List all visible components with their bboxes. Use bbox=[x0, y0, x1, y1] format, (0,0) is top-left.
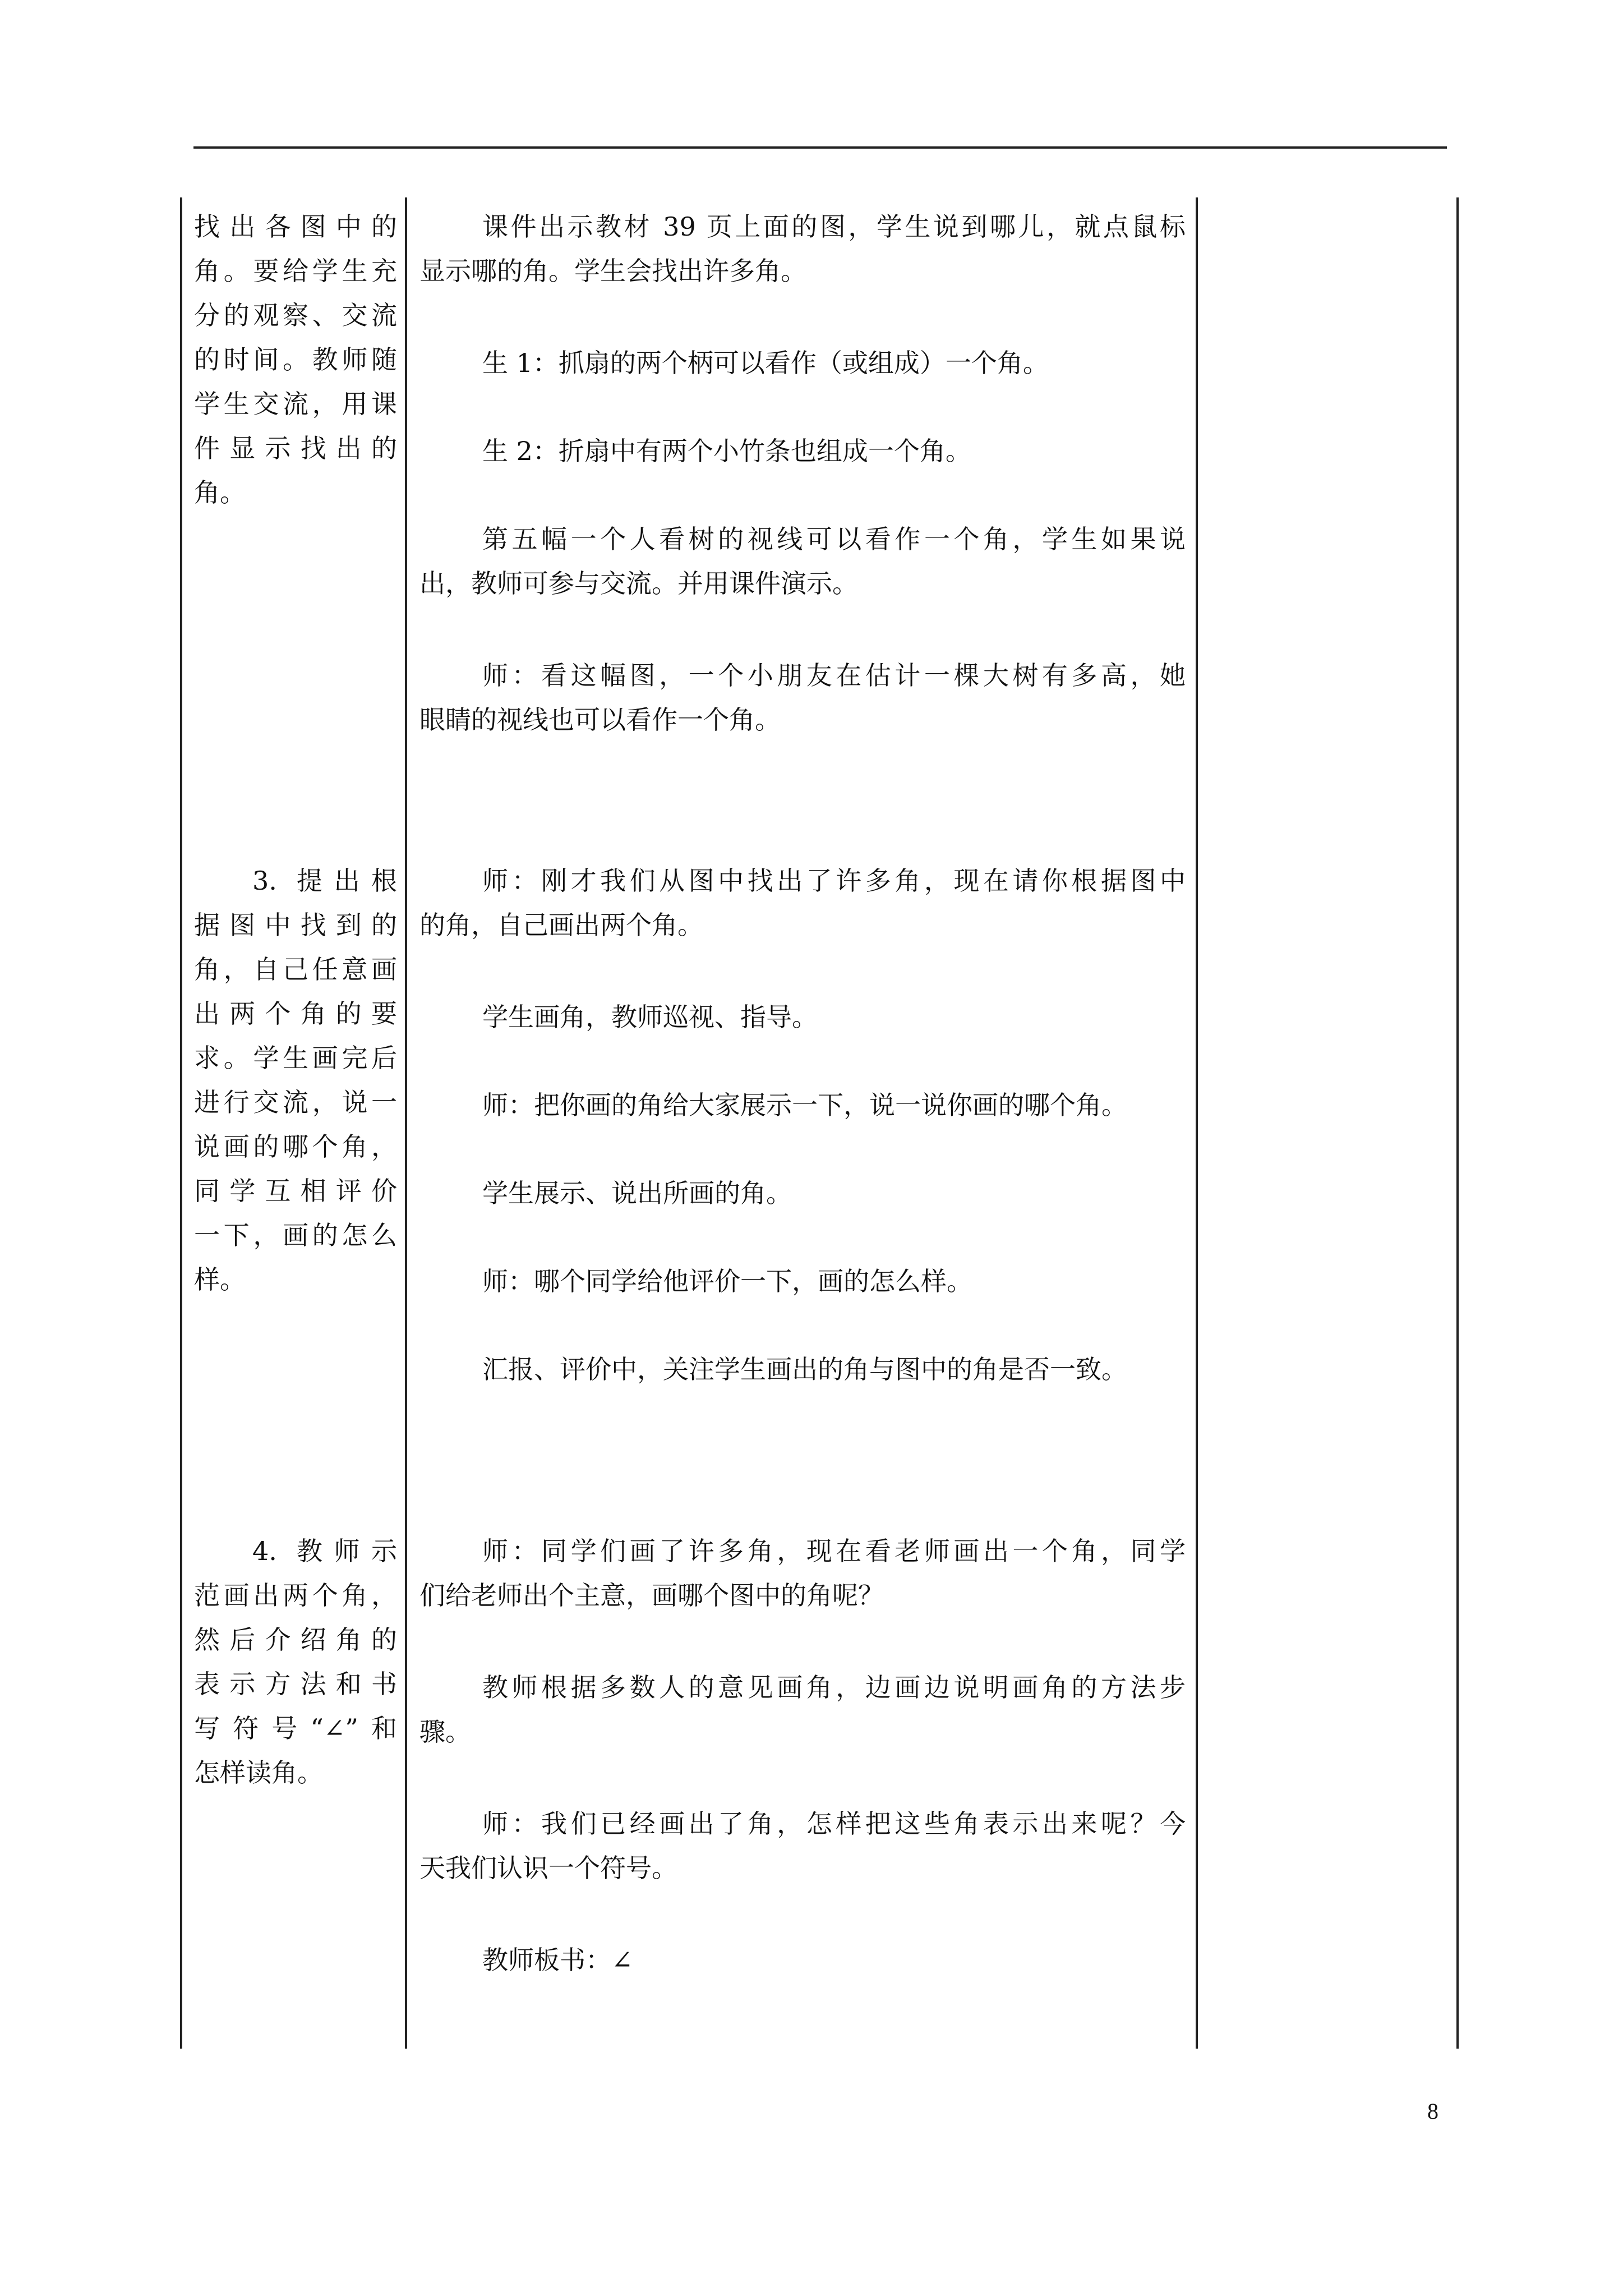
note-line: 4. 教师示 bbox=[252, 1536, 397, 1566]
note-line: 角。 bbox=[194, 477, 246, 508]
note-line: 表示方法和书 bbox=[194, 1669, 397, 1699]
table-border-left bbox=[180, 197, 182, 2049]
paragraph bbox=[419, 1083, 1186, 1128]
paragraph-line: 师：把你画的角给大家展示一下，说一说你画的哪个角。 bbox=[482, 1090, 1127, 1120]
note-line: 出两个角的要 bbox=[194, 999, 397, 1029]
paragraph-line: 们给老师出个主意，画哪个图中的角呢？ bbox=[419, 1580, 884, 1611]
note-line: 范画出两个角， bbox=[194, 1580, 397, 1611]
table-divider-2 bbox=[1196, 197, 1198, 2049]
design-note-3 bbox=[194, 859, 397, 1302]
paragraph bbox=[419, 1259, 1186, 1304]
paragraph-line: 师：同学们画了许多角，现在看老师画出一个角，同学 bbox=[482, 1536, 1186, 1566]
note-line: 同学互相评价 bbox=[194, 1176, 397, 1206]
note-line: 怎样读角。 bbox=[194, 1757, 323, 1788]
paragraph-line: 显示哪的角。学生会找出许多角。 bbox=[419, 256, 806, 286]
note-line: 一下，画的怎么 bbox=[194, 1220, 397, 1250]
note-line: 找出各图中的 bbox=[194, 211, 397, 242]
paragraph-line: 师：刚才我们从图中找出了许多角，现在请你根据图中 bbox=[482, 866, 1186, 896]
note-line: 角，自己任意画 bbox=[194, 954, 397, 984]
note-line: 角。要给学生充 bbox=[194, 256, 397, 286]
header-rule bbox=[193, 146, 1447, 149]
paragraph-line: 骤。 bbox=[419, 1717, 471, 1747]
paragraph bbox=[419, 1665, 1186, 1754]
paragraph-line: 出，教师可参与交流。并用课件演示。 bbox=[419, 568, 858, 599]
paragraph-line: 师：看这幅图，一个小朋友在估计一棵大树有多高，她 bbox=[482, 660, 1186, 691]
paragraph bbox=[419, 205, 1186, 293]
paragraph bbox=[419, 654, 1186, 742]
note-line: 学生交流，用课 bbox=[194, 389, 397, 419]
paragraph-line: 课件出示教材 39 页上面的图，学生说到哪儿，就点鼠标 bbox=[482, 211, 1186, 242]
paragraph bbox=[419, 995, 1186, 1039]
paragraph-line: 师：哪个同学给他评价一下，画的怎么样。 bbox=[482, 1266, 972, 1296]
paragraph-line: 学生画角，教师巡视、指导。 bbox=[482, 1002, 818, 1032]
table-border-right bbox=[1456, 197, 1459, 2049]
note-line: 求。学生画完后 bbox=[194, 1043, 397, 1073]
table-divider-1 bbox=[405, 197, 407, 2049]
design-note-4 bbox=[194, 1529, 397, 1795]
paragraph bbox=[419, 1171, 1186, 1216]
paragraph-line: 生 2：折扇中有两个小竹条也组成一个角。 bbox=[482, 436, 971, 466]
note-line: 进行交流，说一 bbox=[194, 1087, 397, 1117]
paragraph-line: 生 1：抓扇的两个柄可以看作（或组成）一个角。 bbox=[482, 348, 1049, 378]
paragraph-line: 的角，自己画出两个角。 bbox=[419, 910, 703, 940]
paragraph bbox=[419, 1347, 1186, 1392]
paragraph-line: 教师根据多数人的意见画角，边画边说明画角的方法步 bbox=[482, 1672, 1186, 1703]
paragraph-line: 天我们认识一个符号。 bbox=[419, 1853, 677, 1883]
paragraph bbox=[419, 429, 1186, 473]
paragraph bbox=[419, 1938, 1186, 1982]
paragraph-line: 第五幅一个人看树的视线可以看作一个角，学生如果说 bbox=[482, 524, 1186, 554]
note-line: 说画的哪个角， bbox=[194, 1131, 397, 1162]
note-line: 据图中找到的 bbox=[194, 910, 397, 940]
paragraph bbox=[419, 1802, 1186, 1890]
note-line: 写符号“∠”和 bbox=[194, 1713, 397, 1743]
paragraph-line: 眼睛的视线也可以看作一个角。 bbox=[419, 705, 781, 735]
note-line: 样。 bbox=[194, 1264, 246, 1295]
paragraph bbox=[419, 859, 1186, 947]
note-line: 3. 提出根 bbox=[252, 866, 397, 896]
paragraph bbox=[419, 517, 1186, 606]
paragraph bbox=[419, 1529, 1186, 1618]
note-line: 分的观察、交流 bbox=[194, 300, 397, 330]
note-line: 然后介绍角的 bbox=[194, 1625, 397, 1655]
note-line: 的时间。教师随 bbox=[194, 344, 397, 375]
design-note-1 bbox=[194, 205, 397, 515]
paragraph-line: 汇报、评价中，关注学生画出的角与图中的角是否一致。 bbox=[482, 1354, 1127, 1384]
paragraph-line: 师：我们已经画出了角，怎样把这些角表示出来呢？今 bbox=[482, 1809, 1186, 1839]
paragraph-line: 学生展示、说出所画的角。 bbox=[482, 1178, 792, 1208]
paragraph-line: 教师板书：∠ bbox=[482, 1945, 633, 1975]
note-line: 件显示找出的 bbox=[194, 433, 397, 463]
paragraph bbox=[419, 341, 1186, 385]
page-number: 8 bbox=[1427, 2099, 1438, 2124]
